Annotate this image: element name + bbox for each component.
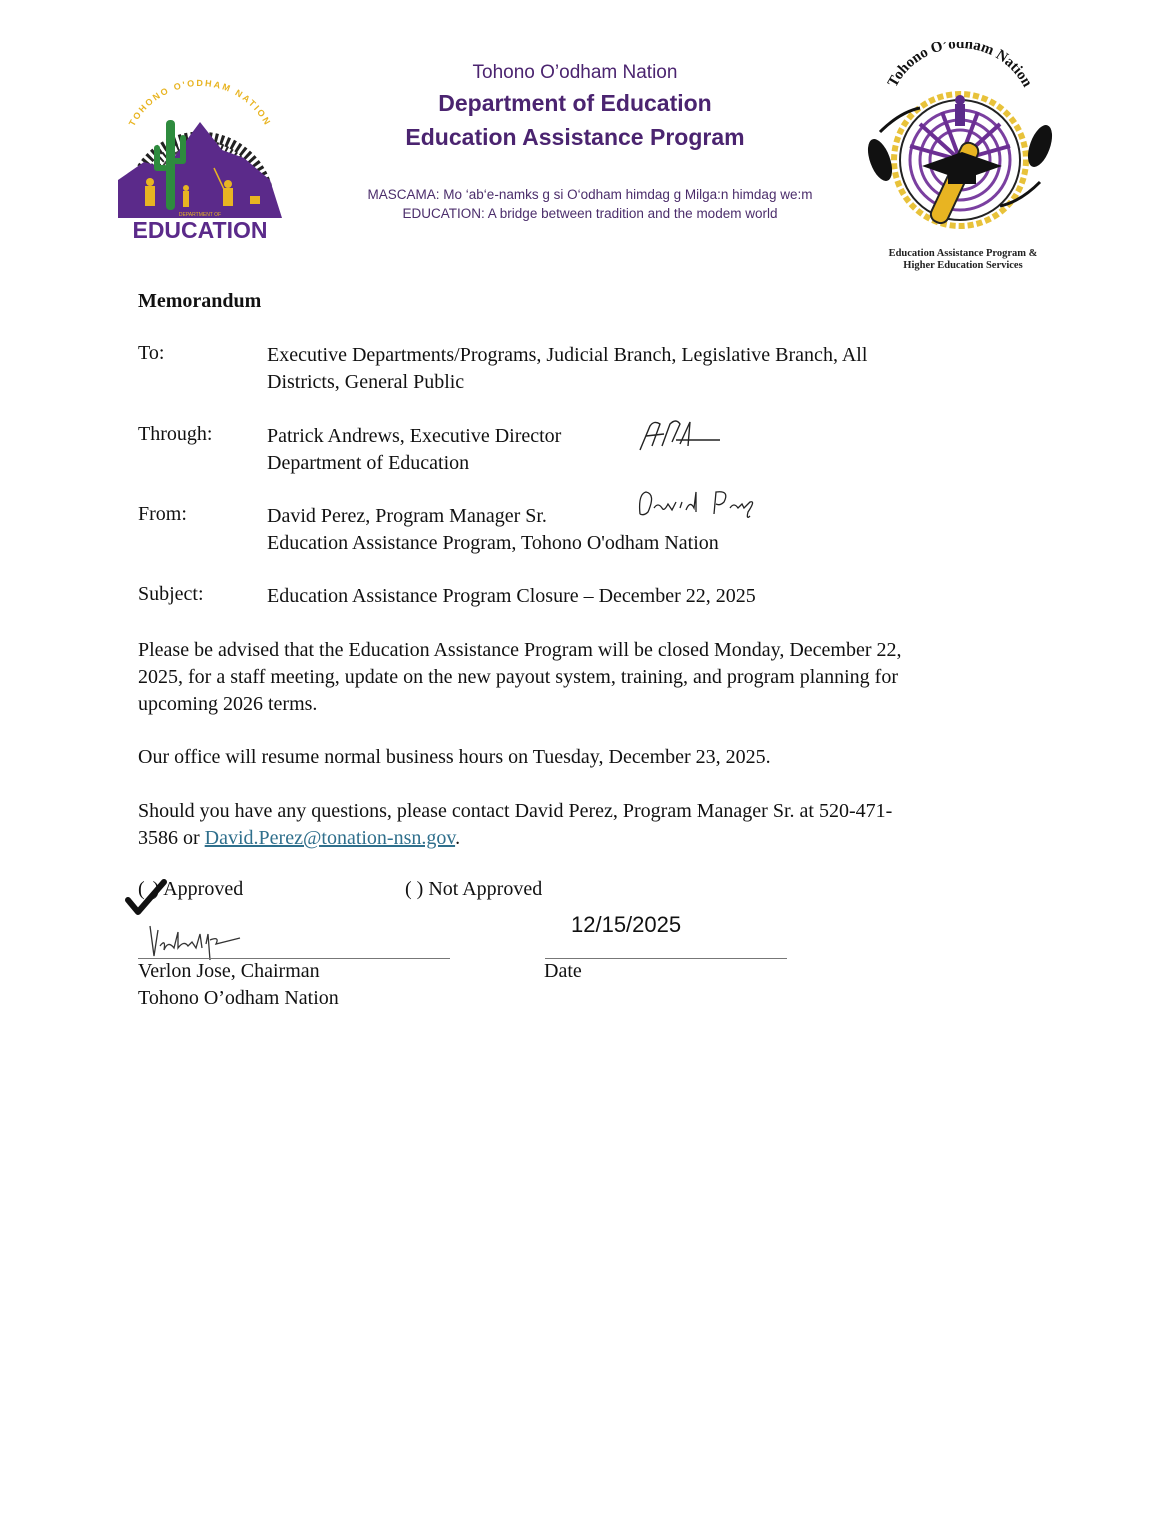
svg-text:DEPARTMENT OF: DEPARTMENT OF xyxy=(178,212,222,218)
approved-label: ) Approved xyxy=(152,878,244,900)
subject-value: Education Assistance Program Closure – December 22, 2025 xyxy=(267,585,756,607)
to-line2: Districts, General Public xyxy=(267,371,465,393)
through-line2: Department of Education xyxy=(267,452,470,474)
signer-org: Tohono O’odham Nation xyxy=(138,987,339,1009)
body-paragraph-3-suffix: . xyxy=(455,827,461,849)
header-nation: Tohono O’odham Nation xyxy=(472,62,678,83)
svg-text:Tohono O’odham Nation: Tohono O’odham Nation xyxy=(884,42,1036,90)
from-line1: David Perez, Program Manager Sr. xyxy=(267,505,547,527)
through-signature xyxy=(636,416,726,461)
right-logo-caption-line2: Higher Education Services xyxy=(903,260,1023,271)
right-logo-caption-line1: Education Assistance Program & xyxy=(888,248,1038,259)
signer-block xyxy=(138,958,339,1012)
education-assistance-program-logo xyxy=(860,42,1060,242)
body-paragraph-3-line1: Should you have any questions, please contact David Perez, Program Manager Sr. at 520-471- xyxy=(138,800,893,822)
header-motto-line2: EDUCATION: A bridge between tradition and the modem world xyxy=(402,206,778,221)
through-label: Through: xyxy=(138,423,213,445)
date-value: 12/15/2025 xyxy=(571,912,682,937)
body-paragraph-3-line2 xyxy=(138,825,1028,852)
memo-title: Memorandum xyxy=(138,290,262,312)
header-department: Department of Education xyxy=(438,90,712,116)
svg-text:EDUCATION: EDUCATION xyxy=(132,217,268,242)
to-value xyxy=(267,342,1007,396)
body-paragraph-3 xyxy=(138,798,1028,852)
body-paragraph-1-line3: upcoming 2026 terms. xyxy=(138,693,318,715)
header-motto-line1: MASCAMA: Mo ‘ab‘e-namks g si O‘odham himdag g Milga:n himdag we:m xyxy=(367,187,813,202)
date-label: Date xyxy=(544,960,582,982)
approved-open-paren: ( xyxy=(138,878,145,900)
not-approved-option[interactable]: ( ) Not Approved xyxy=(405,878,543,900)
from-line2: Education Assistance Program, Tohono O'odham Nation xyxy=(267,532,719,554)
department-of-education-logo xyxy=(104,50,296,242)
body-paragraph-1-line2: 2025, for a staff meeting, update on the new payout system, training, and program planning for xyxy=(138,666,898,688)
to-line1: Executive Departments/Programs, Judicial Branch, Legislative Branch, All xyxy=(267,344,868,366)
body-paragraph-1-line1: Please be advised that the Education Assistance Program will be closed Monday, December 22, xyxy=(138,639,902,661)
body-paragraph-2: Our office will resume normal business hours on Tuesday, December 23, 2025. xyxy=(138,746,771,768)
body-paragraph-1 xyxy=(138,637,1028,718)
to-label: To: xyxy=(138,342,165,364)
email-link[interactable]: David.Perez@tonation-nsn.gov xyxy=(204,827,456,849)
svg-text:TOHONO O'ODHAM NATION: TOHONO O'ODHAM NATION xyxy=(126,77,274,128)
through-line1: Patrick Andrews, Executive Director xyxy=(267,425,562,447)
body-paragraph-3-prefix: 3586 or xyxy=(138,827,205,849)
header-program: Education Assistance Program xyxy=(405,124,745,150)
from-label: From: xyxy=(138,503,187,525)
checkmark-icon xyxy=(124,878,172,923)
from-signature xyxy=(634,484,774,529)
right-logo-caption xyxy=(864,248,1062,272)
signer-name: Verlon Jose, Chairman xyxy=(138,960,320,982)
subject-label: Subject: xyxy=(138,583,204,605)
